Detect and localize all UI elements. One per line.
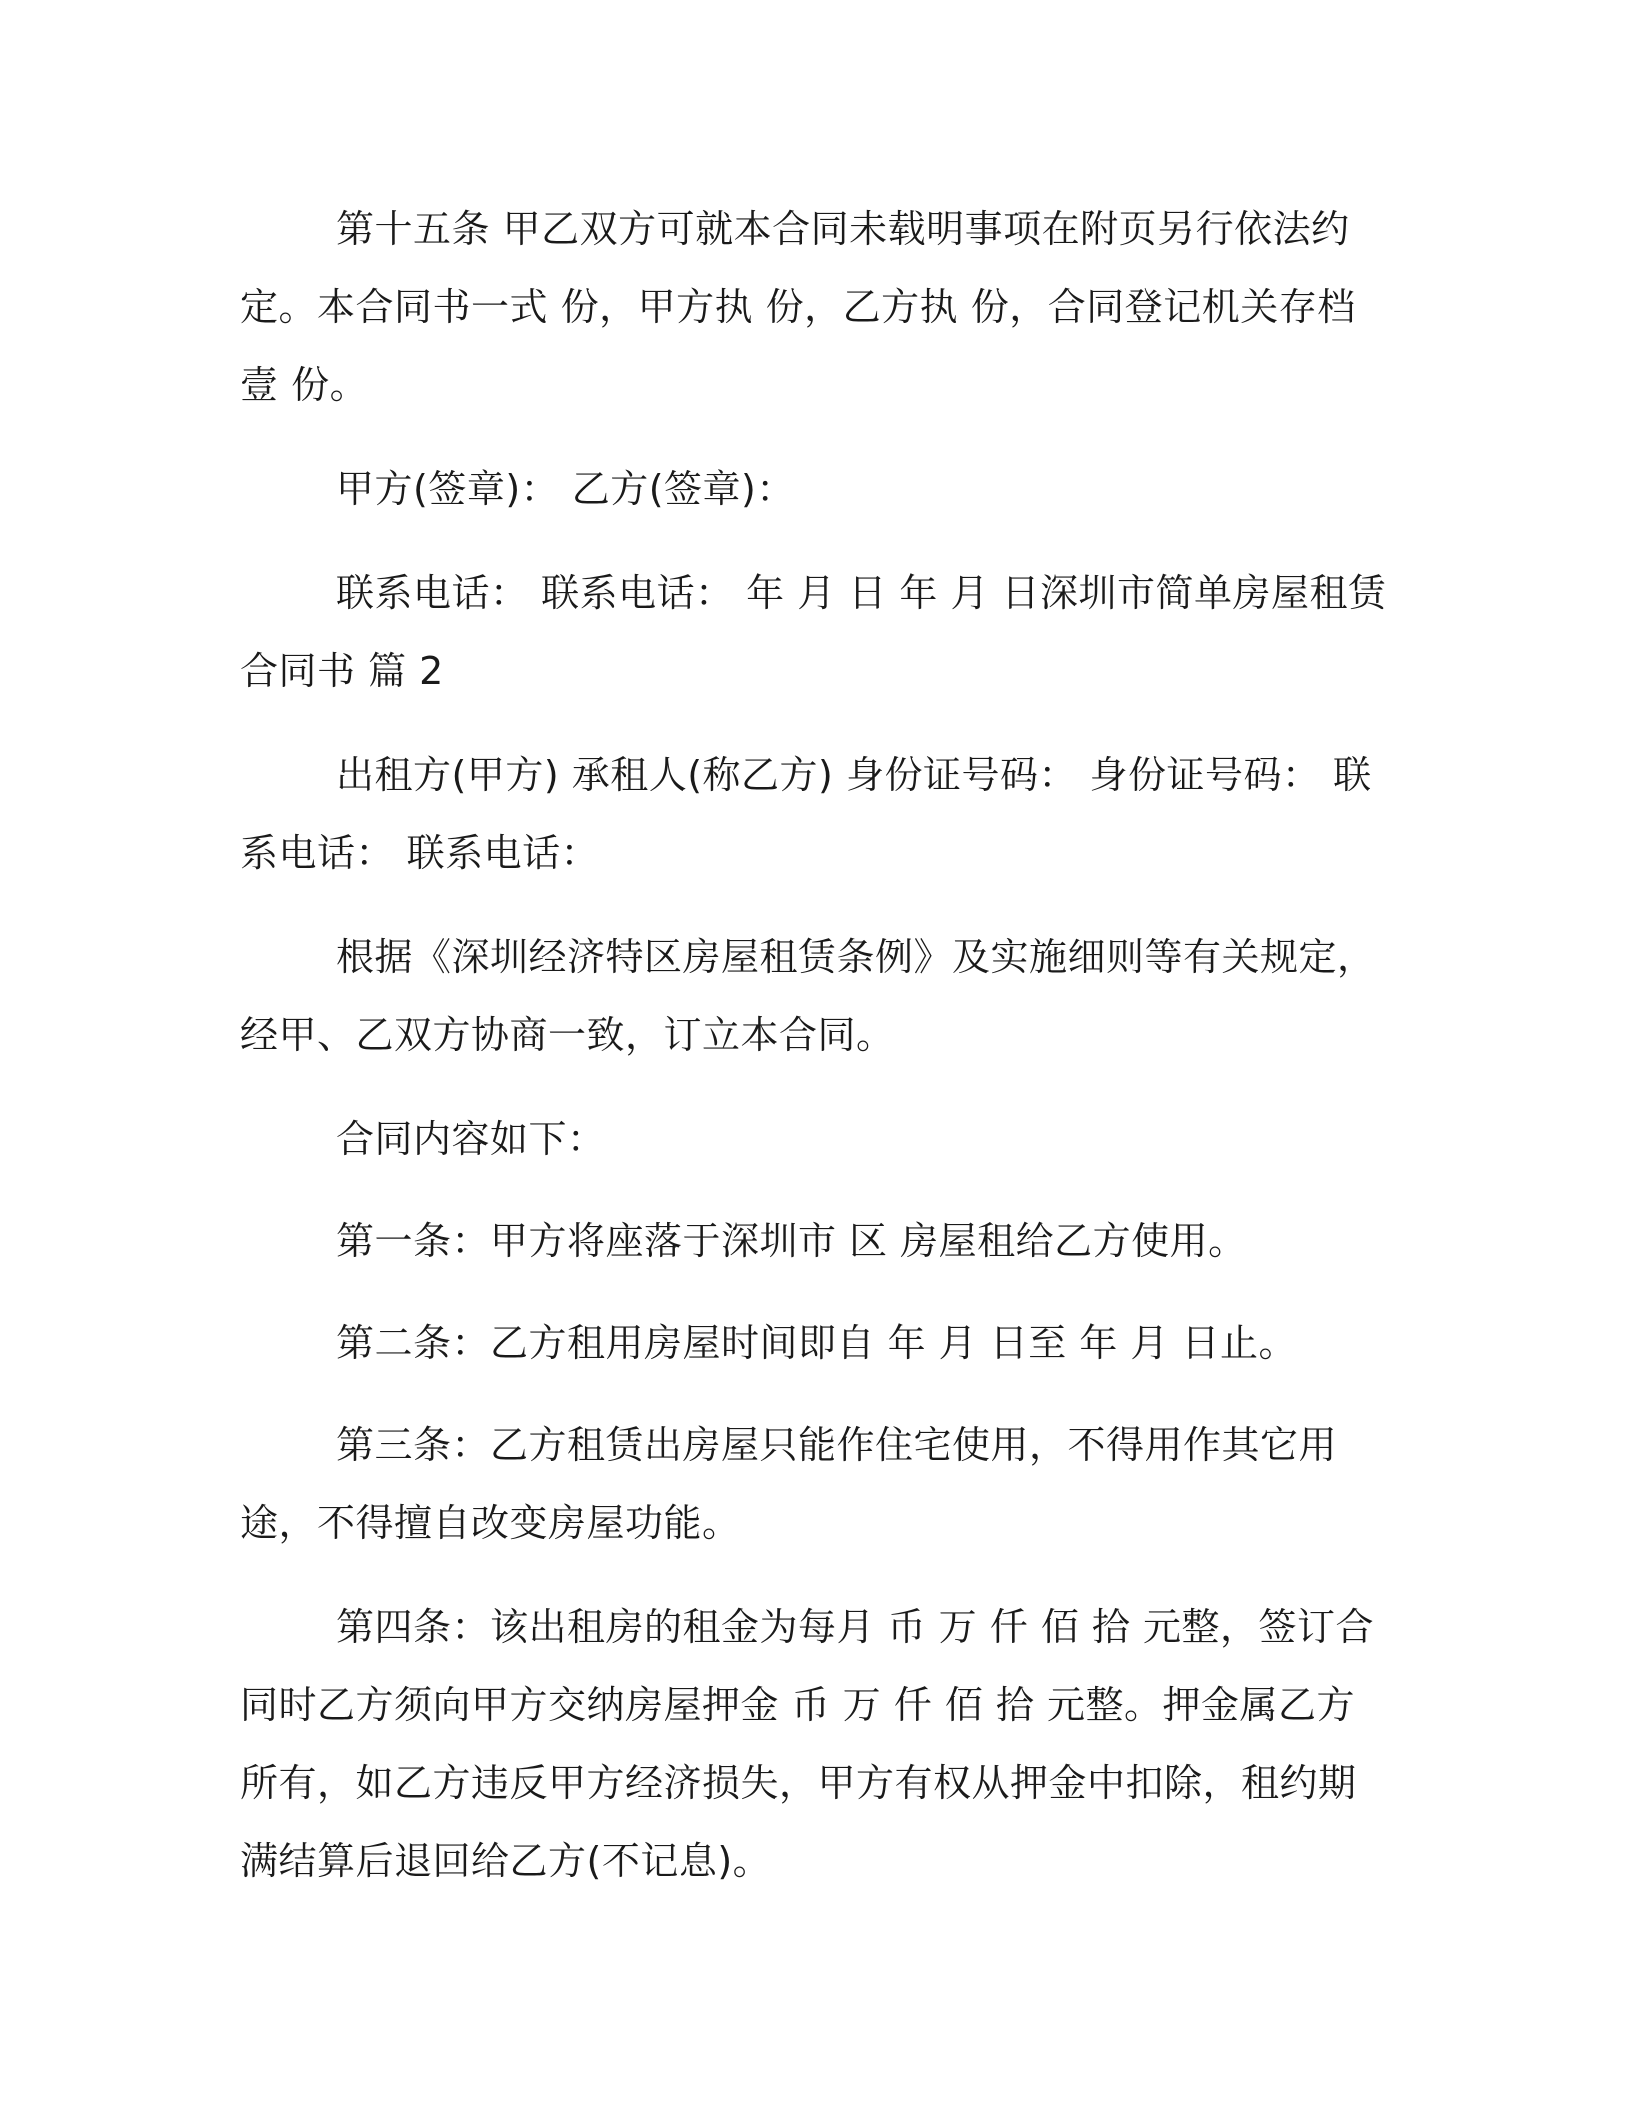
- paragraph-article-15: 第十五条 甲乙双方可就本合同未载明事项在附页另行依法约定。本合同书一式 份，甲方执 份，乙方执 份，合同登记机关存档 壹 份。: [240, 207, 1356, 407]
- paragraph-signatures: 甲方(签章)： 乙方(签章)：: [336, 467, 795, 511]
- paragraph-article-4: 第四条：该出租房的租金为每月 币 万 仟 佰 拾 元整，签订合同时乙方须向甲方交纳房屋押金 币 万 仟 佰 拾 元整。押金属乙方所有，如乙方违反甲方经济损失，甲方有权从押金中扣除，租约期满结算后退回给乙方(不记息)。: [240, 1605, 1374, 1883]
- paragraph-article-3: 第三条：乙方租赁出房屋只能作住宅使用，不得用作其它用途，不得擅自改变房屋功能。: [240, 1423, 1338, 1545]
- paragraph-basis: 根据《深圳经济特区房屋租赁条例》及实施细则等有关规定，经甲、乙双方协商一致，订立本合同。: [240, 935, 1376, 1057]
- paragraph-content-intro: 合同内容如下：: [336, 1117, 606, 1161]
- paragraph-parties: 出租方(甲方) 承租人(称乙方) 身份证号码： 身份证号码： 联系电话： 联系电话：: [240, 753, 1372, 875]
- paragraph-contact-date-title: 联系电话： 联系电话： 年 月 日 年 月 日深圳市简单房屋租赁合同书 篇 2: [240, 571, 1387, 693]
- paragraph-article-2: 第二条：乙方租用房屋时间即自 年 月 日至 年 月 日止。: [336, 1321, 1297, 1365]
- paragraph-article-1: 第一条：甲方将座落于深圳市 区 房屋租给乙方使用。: [336, 1219, 1247, 1263]
- document-body: [240, 190, 1390, 1900]
